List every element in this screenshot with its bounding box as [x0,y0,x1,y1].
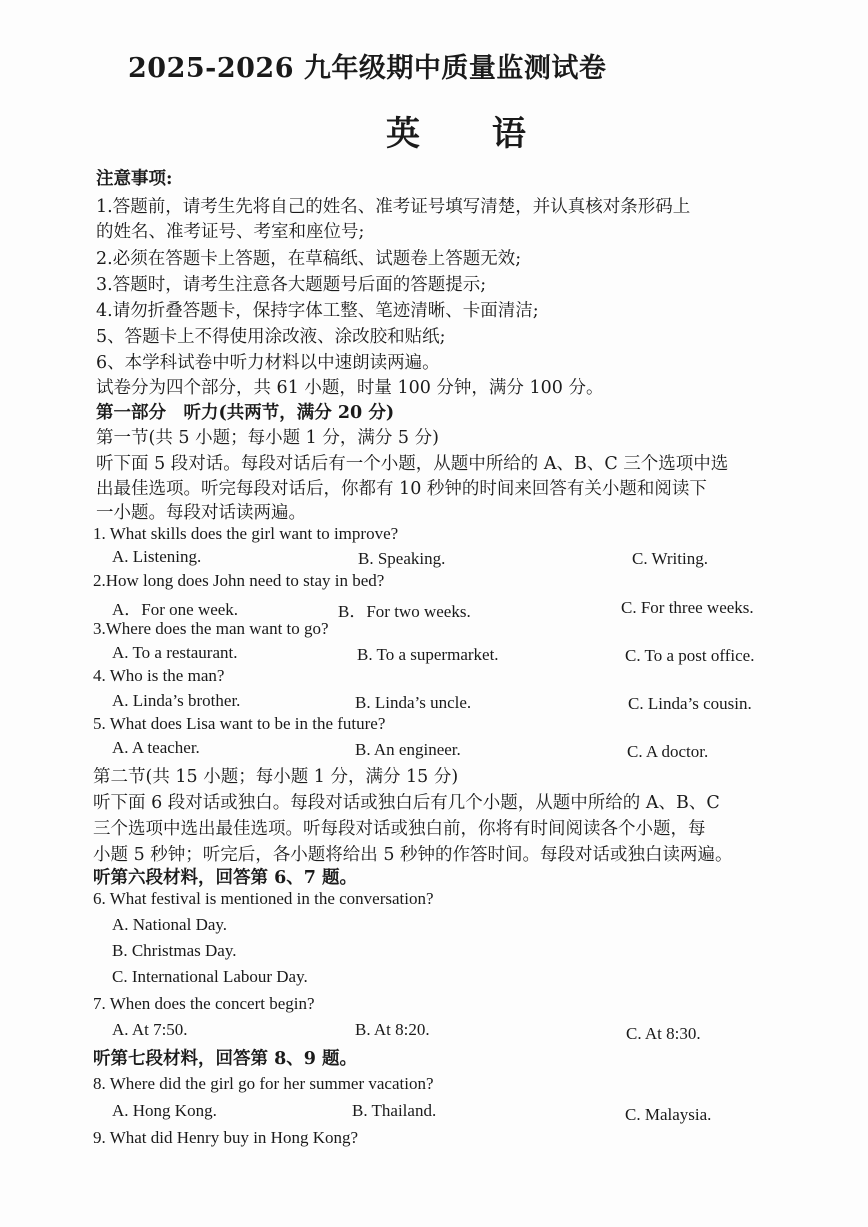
question-stem: 2.How long does John need to stay in bed? [93,571,385,590]
question-stem: 8. Where did the girl go for her summer vacation? [93,1074,434,1093]
question-stem: 3.Where does the man want to go? [93,619,329,638]
section2-instruction: 小题 5 秒钟；听完后，各小题将给出 5 秒钟的作答时间。每段对话或独白读两遍。 [93,845,733,865]
material-heading: 听第六段材料，回答第 6、7 题。 [93,868,358,888]
exam-summary: 试卷分为四个部分，共 61 小题，时量 100 分钟，满分 100 分。 [96,378,604,398]
option-b: B．For two weeks. [338,602,471,621]
notice-line: 2.必须在答题卡上答题，在草稿纸、试题卷上答题无效; [96,249,522,269]
option-b: B. Thailand. [352,1101,437,1120]
option-c: C. Linda’s cousin. [628,694,752,713]
question-stem: 9. What did Henry buy in Hong Kong? [93,1128,359,1147]
option-a: A. Listening. [112,547,202,566]
subject-title: 英 语 [386,114,556,154]
notice-heading: 注意事项: [96,169,173,189]
notice-line: 的姓名、准考证号、考室和座位号; [96,222,365,242]
option-b: B. At 8:20. [355,1020,430,1039]
notice-line: 5、答题卡上不得使用涂改液、涂改胶和贴纸; [96,327,446,347]
option-a: A. National Day. [112,915,228,934]
section1-instruction: 听下面 5 段对话。每段对话后有一个小题，从题中所给的 A、B、C 三个选项中选 [96,454,729,474]
option-c: C. For three weeks. [621,598,754,617]
question-stem: 4. Who is the man? [93,666,225,685]
option-c: C. Malaysia. [625,1105,712,1124]
option-c: C. At 8:30. [626,1024,701,1043]
question-stem: 1. What skills does the girl want to improve? [93,524,399,543]
notice-line: 4.请勿折叠答题卡，保持字体工整、笔迹清晰、卡面清洁; [96,301,539,321]
option-a: A．For one week. [112,600,239,619]
notice-line: 6、本学科试卷中听力材料以中速朗读两遍。 [96,353,440,373]
question-stem: 7. When does the concert begin? [93,994,315,1013]
option-a: A. A teacher. [112,738,200,757]
notice-line: 1.答题前，请考生先将自己的姓名、准考证号填写清楚，并认真核对条形码上 [96,197,691,217]
option-b: B. An engineer. [355,740,461,759]
section2-instruction: 听下面 6 段对话或独白。每段对话或独白后有几个小题，从题中所给的 A、B、C [93,793,720,813]
option-a: A. To a restaurant. [112,643,238,662]
notice-line: 3.答题时，请考生注意各大题题号后面的答题提示; [96,275,487,295]
part1-heading: 第一部分 听力(共两节，满分 20 分) [96,403,395,423]
option-c: C. International Labour Day. [112,967,308,986]
option-c: C. Writing. [632,549,708,568]
question-stem: 5. What does Lisa want to be in the future? [93,714,386,733]
question-stem: 6. What festival is mentioned in the conversation? [93,889,434,908]
section1-instruction: 出最佳选项。听完每段对话后，你都有 10 秒钟的时间来回答有关小题和阅读下 [96,479,707,499]
section2-heading: 第二节(共 15 小题；每小题 1 分，满分 15 分) [93,767,459,787]
section1-heading: 第一节(共 5 小题；每小题 1 分，满分 5 分) [96,428,439,448]
section2-instruction: 三个选项中选出最佳选项。听每段对话或独白前，你将有时间阅读各个小题，每 [93,819,706,839]
option-c: C. To a post office. [625,646,755,665]
option-a: A. At 7:50. [112,1020,188,1039]
option-a: A. Hong Kong. [112,1101,217,1120]
option-a: A. Linda’s brother. [112,691,241,710]
option-b: B. To a supermarket. [357,645,499,664]
option-b: B. Christmas Day. [112,941,237,960]
material-heading: 听第七段材料，回答第 8、9 题。 [93,1049,358,1069]
option-c: C. A doctor. [627,742,709,761]
option-b: B. Speaking. [358,549,446,568]
option-b: B. Linda’s uncle. [355,693,472,712]
section1-instruction: 一小题。每段对话读两遍。 [96,503,306,523]
exam-title: 2025-2026 九年级期中质量监测试卷 [128,53,607,84]
